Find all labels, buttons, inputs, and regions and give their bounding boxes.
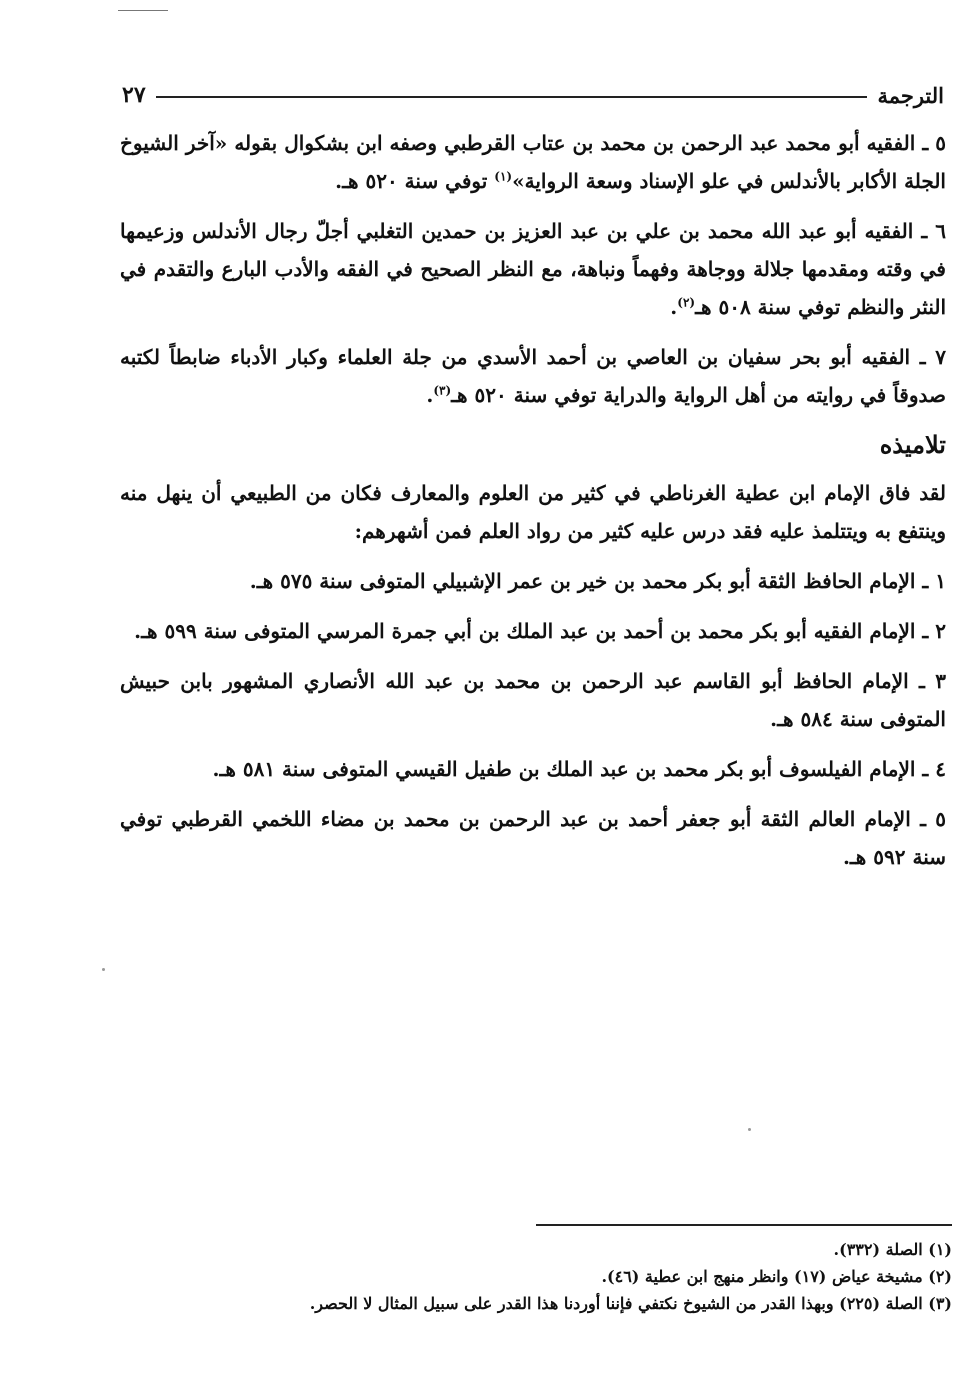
- footnote-ref-3: (٣): [433, 383, 452, 398]
- header-rule: [156, 96, 868, 98]
- scan-speck: [102, 968, 105, 971]
- footnotes: [300, 1236, 952, 1317]
- section-title: الترجمة: [877, 82, 944, 108]
- footnote-2: (٢) مشيخة عياض (١٧) وانظر منهج ابن عطية (٤٦).: [601, 1267, 952, 1286]
- student-item-4: ٤ ـ الإمام الفيلسوف أبو بكر محمد بن عبد الملك بن طفيل القيسي المتوفى سنة ٥٨١ هـ.: [212, 757, 946, 781]
- running-header: [122, 78, 944, 112]
- teacher-paragraph-7: ٧ ـ الفقيه أبو بحر سفيان بن العاصي بن أحمد الأسدي من جلة العلماء وكبار الأدباء ضابطاً لكتبه صدوقاً في روايته من أهل الرواية والدراية توفي سنة ٥٢٠ هـ$^{(٣)}$.: [120, 345, 947, 407]
- footnote-3: (٣) الصلة (٢٢٥) وبهذا القدر من الشيوخ نكتفي فإننا أوردنا هذا القدر على سبيل المثال لا الحصر.: [309, 1294, 952, 1313]
- student-item-2: ٢ ـ الإمام الفقيه أبو بكر محمد بن أحمد بن عبد الملك بن أبي جمرة المرسي المتوفى سنة ٥٩٩ هـ.: [134, 619, 946, 643]
- page-number: ٢٧: [122, 82, 146, 108]
- footnote-rule: [536, 1224, 952, 1226]
- student-item-3: ٣ ـ الإمام الحافظ أبو القاسم عبد الرحمن بن محمد بن عبد الله الأنصاري المشهور بابن حبيش المتوفى سنة ٥٨٤ هـ.: [120, 669, 946, 731]
- teacher-paragraph-6: ٦ ـ الفقيه أبو عبد الله محمد بن علي بن عبد العزيز بن حمدين التغلبي أجلّ رجال الأندلس وزعيمها في وقته ومقدمها جلالة ووجاهة وفهماً ونباهة، مع النظر الصحيح في الفقه والأدب البارع والتقدم في النثر والنظم توفي سنة ٥٠٨ هـ$^{(٢)}$.: [120, 219, 946, 319]
- scan-speck: [748, 1128, 751, 1131]
- student-item-1: ١ ـ الإمام الحافظ الثقة أبو بكر محمد بن خير بن عمر الإشبيلي المتوفى سنة ٥٧٥ هـ.: [249, 569, 946, 593]
- scan-edge-line: [118, 10, 168, 11]
- footnote-1: (١) الصلة (٣٣٢).: [833, 1240, 952, 1259]
- main-text: [120, 124, 946, 888]
- student-item-5: ٥ ـ الإمام العالم الثقة أبو جعفر أحمد بن عبد الرحمن بن محمد بن مضاء اللخمي القرطبي توفي سنة ٥٩٢ هـ.: [120, 807, 946, 869]
- teacher-paragraph-5: ٥ ـ الفقيه أبو محمد عبد الرحمن بن محمد بن عتاب القرطبي وصفه ابن بشكوال بقوله «آخر الشيوخ الجلة الأكابر بالأندلس في علو الإسناد وسعة الرواية»$^{(١)}$ توفي سنة ٥٢٠ هـ.: [120, 131, 946, 193]
- footnote-ref-1: (١): [494, 169, 513, 184]
- students-heading: تلاميذه: [879, 430, 946, 459]
- students-intro: لقد فاق الإمام ابن عطية الغرناطي في كثير من العلوم والمعارف فكان من الطبيعي أن ينهل منه وينتفع به ويتتلمذ عليه فقد درس عليه كثير من رواد العلم فمن أشهرهم:: [120, 481, 946, 543]
- footnote-ref-2: (٢): [677, 295, 696, 310]
